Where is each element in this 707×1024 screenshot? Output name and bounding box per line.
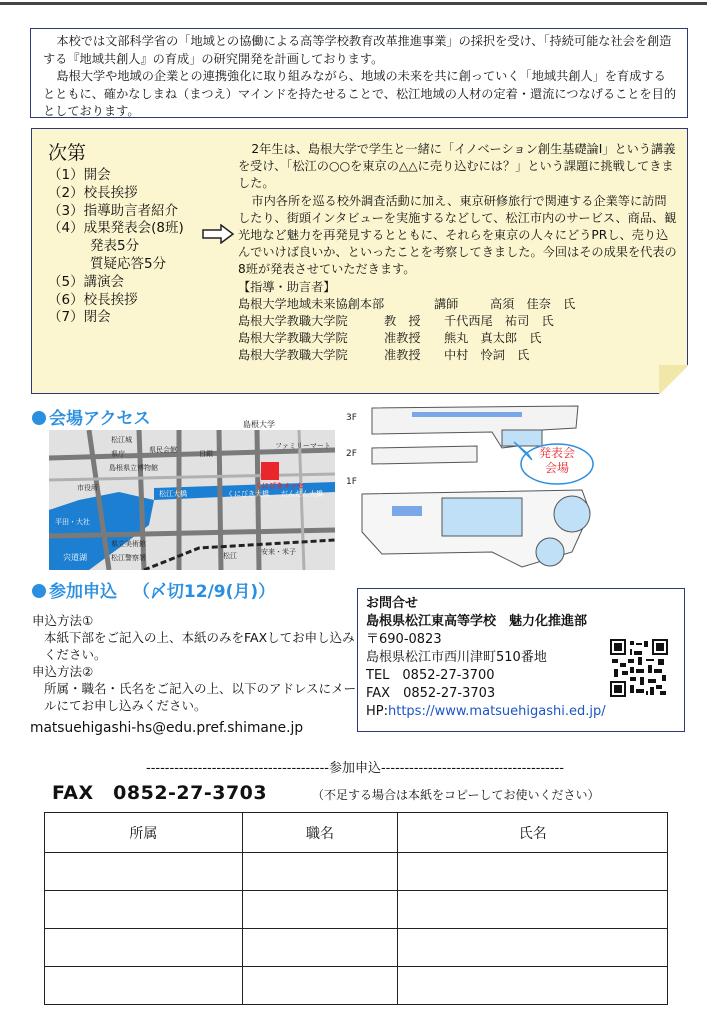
advisor-row: 島根大学教職大学院 准教授 中村 怜詞 氏 <box>238 348 530 363</box>
floor-map <box>342 402 600 572</box>
advisors-heading: 【指導・助言者】 <box>238 279 336 294</box>
page-fold <box>659 365 689 395</box>
svg-text:くにびきメッセ: くにびきメッセ <box>255 482 304 490</box>
contact-school: 島根県松江東高等学校 魅力化推進部 <box>366 614 588 629</box>
right-arrow-icon <box>202 224 234 244</box>
table-row <box>45 891 668 929</box>
svg-text:1F: 1F <box>346 477 357 487</box>
agenda-item: （1）開会 <box>48 167 111 183</box>
table-header-row <box>45 813 668 853</box>
svg-text:2F: 2F <box>346 449 357 459</box>
svg-text:くにびき大橋: くにびき大橋 <box>227 490 269 498</box>
method2-label: 申込方法② <box>32 664 94 679</box>
agenda-item: （5）講演会 <box>48 273 125 290</box>
apply-email-link[interactable]: matsuehigashi-hs@edu.pref.shimane.jp <box>30 720 304 736</box>
header-affiliation: 所属 <box>45 813 243 853</box>
affiliation-cell[interactable] <box>45 891 243 929</box>
advisor-row: 島根大学地域未来協創本部 講師 高須 佳奈 氏 <box>238 296 576 311</box>
agenda-item: （4）成果発表会(8班) <box>48 220 184 237</box>
agenda-heading: 次第 <box>48 142 87 164</box>
agenda-item: （7）閉会 <box>48 309 111 326</box>
advisor-row: 島根大学教職大学院 准教授 熊丸 真太郎 氏 <box>238 331 542 346</box>
description-paragraph-1: 2年生は、島根大学で学生と一緒に「イノベーション創生基礎論Ⅰ」という講義を受け、「松江の○○を東京の△△に売り込むには？」という課題に挑戦してきました。 <box>238 142 676 191</box>
position-cell[interactable] <box>242 853 398 891</box>
svg-text:県民会館: 県民会館 <box>149 446 177 454</box>
affiliation-cell[interactable] <box>45 967 243 1005</box>
svg-text:平田・大社: 平田・大社 <box>55 518 90 526</box>
bullet-dot-icon <box>32 584 46 598</box>
method1-text: 本紙下部をご記入の上、本紙のみをFAXしてお申し込みください。 <box>44 630 355 662</box>
description-paragraph-2: 市内各所を巡る校外調査活動に加え、東京研修旅行で関連する企業等に訪問したり、街頭インタビューを実施するなどして、松江市内のサービス、商品、観光地など魅力を再発見するとともに、それらを東京の人々にどうPRし、売り込んでいけば良いか、といったことを考察してきました。今回はその成果を代表の8班が発表させていただきます。 <box>238 193 677 277</box>
contact-heading: お問合せ <box>366 596 419 611</box>
agenda-item: （2）校長挨拶 <box>48 184 138 201</box>
position-cell[interactable] <box>242 891 398 929</box>
apply-title: 参加申込 （〆切12/9(月)） <box>32 577 275 602</box>
apply-deadline: （〆切12/9(月)） <box>132 582 276 602</box>
contact-fax: FAX 0852-27-3703 <box>366 686 496 701</box>
top-rule <box>0 2 707 5</box>
form-note: （不足する場合は本紙をコピーしてお使いください） <box>312 788 600 802</box>
svg-text:島根県立博物館: 島根県立博物館 <box>109 464 158 472</box>
contact-tel: TEL 0852-27-3700 <box>366 668 495 683</box>
agenda-item: （6）校長挨拶 <box>48 291 138 308</box>
bullet-dot-icon <box>32 411 46 425</box>
affiliation-cell[interactable] <box>45 929 243 967</box>
agenda-sub-item: 発表5分 <box>90 238 140 255</box>
agenda-item: （3）指導助言者紹介 <box>48 202 179 219</box>
qr-code-icon[interactable] <box>610 639 668 697</box>
method1-label: 申込方法① <box>32 613 94 628</box>
svg-text:松江大橋: 松江大橋 <box>159 490 187 498</box>
position-cell[interactable] <box>242 967 398 1005</box>
svg-text:市役所: 市役所 <box>77 484 98 492</box>
svg-text:ファミリーマート: ファミリーマート <box>275 442 331 450</box>
svg-text:安来・米子: 安来・米子 <box>261 548 296 556</box>
advisor-row: 島根大学教職大学院 教 授 千代西尾 祐司 氏 <box>238 314 554 329</box>
table-row <box>45 967 668 1005</box>
header-name: 氏名 <box>398 813 668 853</box>
program-agenda <box>48 141 228 327</box>
program-description <box>238 141 678 365</box>
method2-text: 所属・職名・氏名をご記入の上、以下のアドレスにメールにてお申し込みください。 <box>44 681 357 713</box>
svg-text:松江警察署: 松江警察署 <box>111 554 146 562</box>
position-cell[interactable] <box>242 929 398 967</box>
cut-line: ---------------------------------------参加申込--------------------------------------- <box>146 761 564 776</box>
table-row <box>45 929 668 967</box>
contact-address: 島根県松江市西川津町510番地 <box>366 650 547 665</box>
svg-text:松江城: 松江城 <box>111 436 132 444</box>
access-map <box>49 430 335 570</box>
affiliation-cell[interactable] <box>45 853 243 891</box>
name-cell[interactable] <box>398 853 668 891</box>
svg-text:松江: 松江 <box>223 552 237 560</box>
contact-url-link[interactable]: https://www.matsuehigashi.ed.jp/ <box>388 704 606 719</box>
program-note <box>31 128 688 394</box>
contact-hp: HP:https://www.matsuehigashi.ed.jp/ <box>366 704 606 719</box>
svg-text:県立美術館: 県立美術館 <box>111 540 146 548</box>
map-univ-label: 島根大学 <box>243 420 275 429</box>
header-position: 職名 <box>242 813 398 853</box>
svg-text:だんだん大橋: だんだん大橋 <box>281 490 323 498</box>
name-cell[interactable] <box>398 891 668 929</box>
name-cell[interactable] <box>398 929 668 967</box>
application-form-table <box>44 812 668 1005</box>
venue-marker <box>261 462 279 480</box>
svg-text:3F: 3F <box>346 413 357 423</box>
name-cell[interactable] <box>398 967 668 1005</box>
form-fax-number: FAX 0852-27-3703 <box>52 782 268 804</box>
svg-text:日銀: 日銀 <box>199 450 213 458</box>
intro-box <box>30 28 688 118</box>
agenda-sub-item: 質疑応答5分 <box>90 255 167 272</box>
svg-text:県庁: 県庁 <box>111 450 125 458</box>
intro-paragraph-2: 島根大学や地域の企業との連携強化に取り組みながら、地域の未来を共に創っていく「地域共創人」を育成するとともに、確かなしまね（まつえ）マインドを持たせることで、松江地域の人材の定着・還流につなげることを目的としております。 <box>43 69 677 118</box>
contact-box <box>357 588 685 732</box>
table-row <box>45 853 668 891</box>
svg-text:宍道湖: 宍道湖 <box>63 553 87 562</box>
access-title: 会場アクセス <box>32 404 151 429</box>
intro-paragraph-1: 本校では文部科学省の「地域との協働による高等学校教育改革推進事業」の採択を受け、「持続可能な社会を創造する『地域共創人』の育成」の研究開発を計画しております。 <box>43 34 672 66</box>
contact-postal: 〒690-0823 <box>366 632 442 647</box>
venue-callout: 発表会 会場 <box>538 446 575 475</box>
apply-methods <box>32 612 362 714</box>
